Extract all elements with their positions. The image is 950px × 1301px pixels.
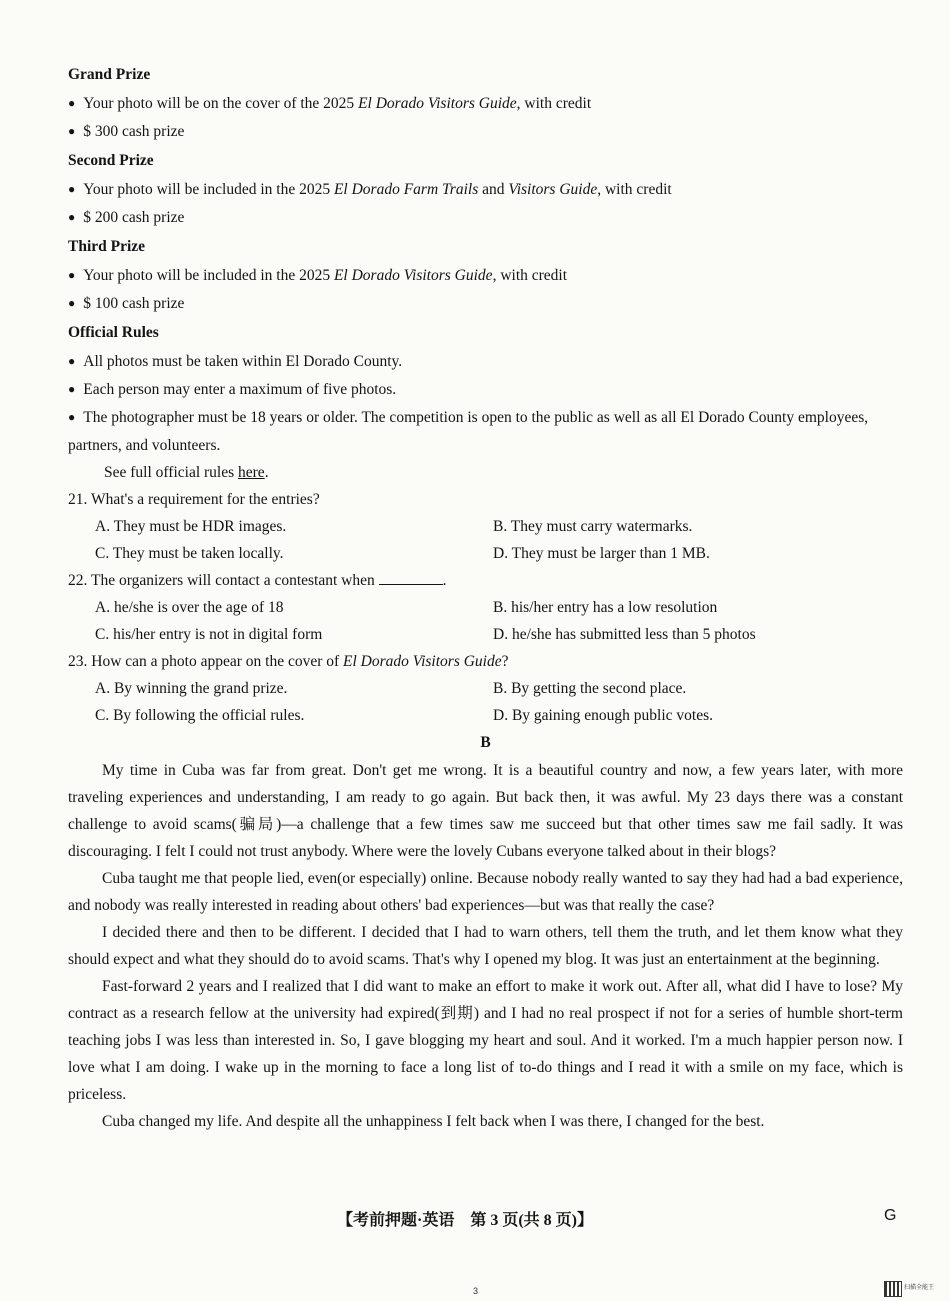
option: D. he/she has submitted less than 5 photos — [493, 626, 756, 643]
question-21-options — [68, 513, 903, 567]
question-23-stem: 23. How can a photo appear on the cover of — [68, 653, 344, 670]
grand-prize-credit: , with credit — [516, 95, 592, 112]
question-22 — [68, 567, 903, 594]
option: C. By following the official rules. — [95, 707, 305, 724]
see-full-rules — [68, 459, 903, 486]
grand-prize-text: Your photo will be on the cover of the 2025 — [83, 95, 359, 112]
official-rules-heading: Official Rules — [68, 324, 159, 341]
period: . — [264, 464, 269, 481]
question-22-end: . — [442, 572, 447, 589]
third-prize-item — [68, 262, 903, 290]
rules-link[interactable]: here — [238, 464, 265, 481]
option: A. he/she is over the age of 18 — [95, 599, 284, 616]
section-b-label: B — [480, 734, 491, 751]
qr-code-icon — [884, 1281, 902, 1297]
paper-version: G — [884, 1207, 897, 1224]
option: A. By winning the grand prize. — [95, 680, 288, 697]
passage-paragraph: I decided there and then to be different. I decided that I had to warn others, tell them the truth, and let them know what they should expect and what they should do to avoid scams. That's why I opened my blog. It was just an entertainment at the beginning. — [68, 924, 903, 968]
third-prize-heading: Third Prize — [68, 238, 146, 255]
grand-prize-cash: ● $ 300 cash prize — [68, 118, 903, 146]
question-23-end: ? — [501, 653, 509, 670]
passage-paragraph: Fast-forward 2 years and I realized that I did want to make an effort to make it work out. After all, what did I have to lose? My contract as a research fellow at the university had expired(到期) and I had no real prospect if not for a series of humble short-term teaching jobs I was less than interested in. So, I gave blogging my heart and soul. And it worked. I'm a much happier person now. I love what I am doing. I wake up in the morning to face a long list of to-do things and I read it with a smile on my face, which is priceless. — [68, 978, 903, 1103]
and-text: and — [478, 181, 509, 198]
passage-paragraph: Cuba taught me that people lied, even(or especially) online. Because nobody really wanted to say they had had a bad experience, and nobody was really interested in reading about others' bad experiences—but was that really the case? — [68, 870, 903, 914]
see-full-text: See full official rules — [104, 464, 239, 481]
page-content — [68, 60, 903, 1135]
third-prize-credit: , with credit — [492, 267, 568, 284]
third-prize-cash: ● $ 100 cash prize — [68, 290, 903, 318]
second-prize-item — [68, 176, 903, 204]
guide-title: El Dorado Visitors Guide — [343, 653, 502, 670]
second-prize-credit: , with credit — [597, 181, 672, 198]
option: B. They must carry watermarks. — [493, 518, 693, 535]
third-prize-text: Your photo will be included in the 2025 — [83, 267, 334, 284]
scanner-watermark: 扫描全能王 — [904, 1284, 935, 1291]
rule-item: ● Each person may enter a maximum of five photos. — [68, 376, 903, 404]
question-21: 21. What's a requirement for the entries? — [68, 491, 320, 508]
passage-paragraph: My time in Cuba was far from great. Don't get me wrong. It is a beautiful country and now, a few years later, with more traveling experiences and understanding, I am ready to go again. But back then, it was awful. My 23 days there was a constant challenge to avoid scams(骗局)—a challenge that a few times saw me succeed but that other times saw me fail sadly. It was discouraging. I felt I could not trust anybody. Where were the lovely Cubans everyone talked about in their blogs? — [68, 762, 903, 860]
option: B. his/her entry has a low resolution — [493, 599, 718, 616]
passage-paragraph: Cuba changed my life. And despite all the unhappiness I felt back when I was there, I changed for the best. — [102, 1113, 765, 1130]
guide-title: El Dorado Visitors Guide — [333, 267, 493, 284]
farm-trails-title: El Dorado Farm Trails — [333, 181, 479, 198]
question-22-options — [68, 594, 903, 648]
grand-prize-item — [68, 90, 903, 118]
question-23 — [68, 648, 903, 675]
second-prize-cash: ● $ 200 cash prize — [68, 204, 903, 232]
question-23-options — [68, 675, 903, 729]
option: D. By gaining enough public votes. — [493, 707, 713, 724]
option: B. By getting the second place. — [493, 680, 687, 697]
page-number: 3 — [473, 1286, 479, 1296]
option: C. They must be taken locally. — [95, 545, 284, 562]
rule-item: ● All photos must be taken within El Dorado County. — [68, 348, 903, 376]
option: A. They must be HDR images. — [95, 518, 287, 535]
rule-item: ● The photographer must be 18 years or older. The competition is open to the public as well as all El Dorado County employees, partners, and volunteers. — [68, 404, 903, 459]
footer-title: 【考前押题·英语 第 3 页(共 8 页)】 — [337, 1212, 593, 1229]
grand-prize-heading: Grand Prize — [68, 66, 151, 83]
visitors-guide-title: Visitors Guide — [508, 181, 598, 198]
question-22-stem: 22. The organizers will contact a contestant when — [68, 572, 375, 589]
second-prize-text: Your photo will be included in the 2025 — [83, 181, 334, 198]
answer-blank — [379, 570, 443, 585]
option: D. They must be larger than 1 MB. — [493, 545, 710, 562]
option: C. his/her entry is not in digital form — [95, 626, 323, 643]
second-prize-heading: Second Prize — [68, 152, 154, 169]
guide-title: El Dorado Visitors Guide — [358, 95, 517, 112]
